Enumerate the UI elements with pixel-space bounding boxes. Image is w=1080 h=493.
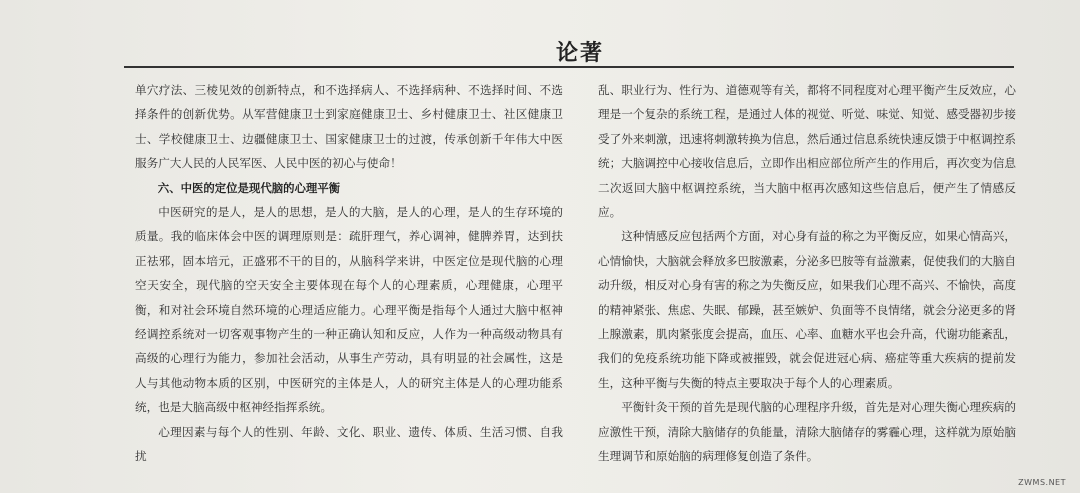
page-header-title: 论著 (556, 41, 605, 66)
site-watermark: ZWMS.NET (1018, 478, 1066, 487)
section-heading: 六、中医的定位是现代脑的心理平衡 (157, 180, 341, 195)
right-column (598, 78, 1016, 469)
right-paragraph-2: 这种情感反应包括两个方面，对心身有益的称之为平衡反应，如果心情高兴，心情愉快，大脑就会释放多巴胺激素，分泌多巴胺等有益激素，促使我们的大脑自动升级，相反对心身有害的称之为失衡反应，如果我们心理不高兴、不愉快，高度的精神紧张、焦虑、失眠、郁躁，甚至嫉妒、负面等不良情绪，就会分泌更多的肾上腺激素，肌肉紧张度会提高，血压、心率、血糖水平也会升高，代谢功能紊乱，我们的免疫系统功能下降或被摧毁，就会促进冠心病、癌症等重大疾病的提前发生，这种平衡与失衡的特点主要取决于每个人的心理素质。 (598, 229, 1016, 390)
right-paragraph-3: 平衡针灸干预的首先是现代脑的心理程序升级，首先是对心理失衡心理疾病的应激性干预，清除大脑储存的负能量，清除大脑储存的雾霾心理，这样就为原始脑生理调节和原始脑的病理修复创造了条件。 (598, 400, 1016, 464)
left-paragraph-3: 心理因素与每个人的性别、年龄、文化、职业、遗传、体质、生活习惯、自我扰 (135, 424, 563, 464)
header-divider (124, 66, 1014, 68)
right-paragraph-1: 乱、职业行为、性行为、道德观等有关，都将不同程度对心理平衡产生反效应，心理是一个复杂的系统工程，是通过人体的视觉、听觉、味觉、知觉、感受器初步接受了外来刺激，迅速将刺激转换为信息，然后通过信息系统快速反馈于中枢调控系统；大脑调控中心接收信息后，立即作出相应部位所产生的作用后，再次变为信息二次返回大脑中枢调控系统，当大脑中枢再次感知这些信息后，便产生了情感反应。 (598, 83, 1016, 220)
left-paragraph-1: 单穴疗法、三棱见效的创新特点，和不选择病人、不选择病种、不选择时间、不选择条件的创新优势。从军营健康卫士到家庭健康卫士、乡村健康卫士、社区健康卫士、学校健康卫士、边疆健康卫士、国家健康卫士的过渡，传承创新千年伟大中医服务广大人民的人民军医、人民中医的初心与使命！ (135, 83, 563, 171)
left-column (135, 78, 563, 469)
left-paragraph-2: 中医研究的是人，是人的思想，是人的大脑，是人的心理，是人的生存环境的质量。我的临床体会中医的调理原则是：疏肝理气，养心调神，健脾养胃，达到扶正祛邪，固本培元，正盛邪不干的目的，从脑科学来讲，中医定位是现代脑的心理空天安全，现代脑的空天安全主要体现在每个人的心理素质，心理健康，心理平衡，和对社会环境自然环境的心理适应能力。心理平衡是指每个人通过大脑中枢神经调控系统对一切客观事物产生的一种正确认知和反应，人作为一种高级动物具有高级的心理行为能力，参加社会活动，从事生产劳动，具有明显的社会属性，这是人与其他动物本质的区别，中医研究的主体是人，人的研究主体是人的心理功能系统，也是大脑高级中枢神经指挥系统。 (135, 205, 563, 415)
